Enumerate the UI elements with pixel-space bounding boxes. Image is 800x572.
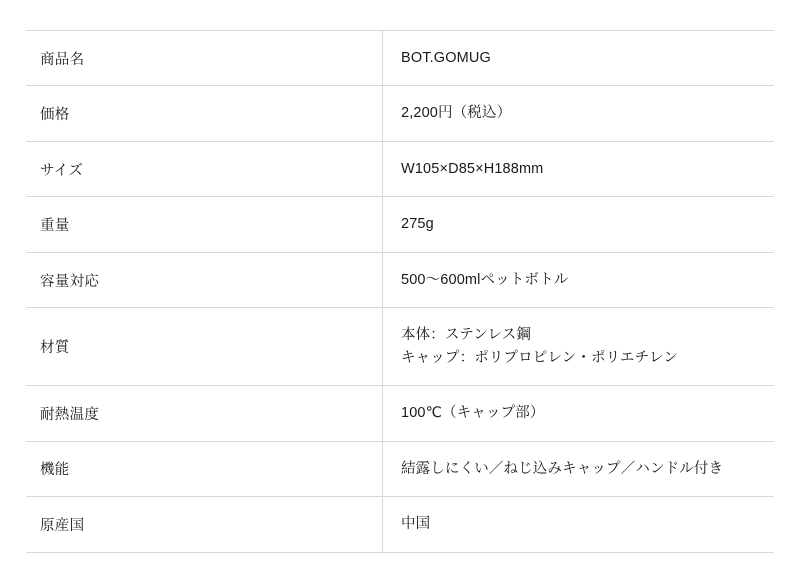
spec-value-line: 本体：ステンレス鋼 (401, 327, 531, 344)
spec-value-line: 結露しにくい／ねじ込みキャップ／ハンドル付き (401, 460, 724, 477)
table-row (26, 31, 774, 86)
table-row (26, 441, 774, 496)
spec-label-product-name: 商品名 (26, 31, 383, 86)
table-row (26, 86, 774, 141)
table-row (26, 386, 774, 441)
spec-value-line: 100℃（キャップ部） (401, 405, 545, 422)
spec-value-line: 2,200円（税込） (401, 105, 512, 122)
table-row (26, 308, 774, 386)
spec-value-heat-resistance (383, 386, 775, 441)
spec-value-country-of-origin (383, 497, 775, 552)
spec-value-line: W105×D85×H188mm (401, 160, 544, 177)
table-row (26, 141, 774, 196)
table-row (26, 497, 774, 552)
spec-label-size: サイズ (26, 141, 383, 196)
spec-label-material: 材質 (26, 308, 383, 386)
product-spec-table (26, 30, 774, 553)
spec-label-heat-resistance: 耐熱温度 (26, 386, 383, 441)
table-row (26, 252, 774, 307)
spec-label-weight: 重量 (26, 197, 383, 252)
spec-value-line: キャップ：ポリプロピレン・ポリエチレン (401, 349, 678, 366)
spec-value-line: 中国 (401, 516, 431, 533)
spec-table-body (26, 31, 774, 553)
spec-label-features: 機能 (26, 441, 383, 496)
spec-value-features (383, 441, 775, 496)
spec-label-capacity: 容量対応 (26, 252, 383, 307)
spec-value-size (383, 141, 775, 196)
spec-value-weight (383, 197, 775, 252)
spec-value-line: 275g (401, 216, 434, 233)
spec-value-capacity (383, 252, 775, 307)
spec-value-material (383, 308, 775, 386)
table-row (26, 197, 774, 252)
spec-value-product-name (383, 31, 775, 86)
spec-label-price: 価格 (26, 86, 383, 141)
spec-value-line: BOT.GOMUG (401, 50, 491, 66)
spec-label-country-of-origin: 原産国 (26, 497, 383, 552)
spec-value-line: 500〜600mlペットボトル (401, 271, 569, 288)
spec-value-price (383, 86, 775, 141)
